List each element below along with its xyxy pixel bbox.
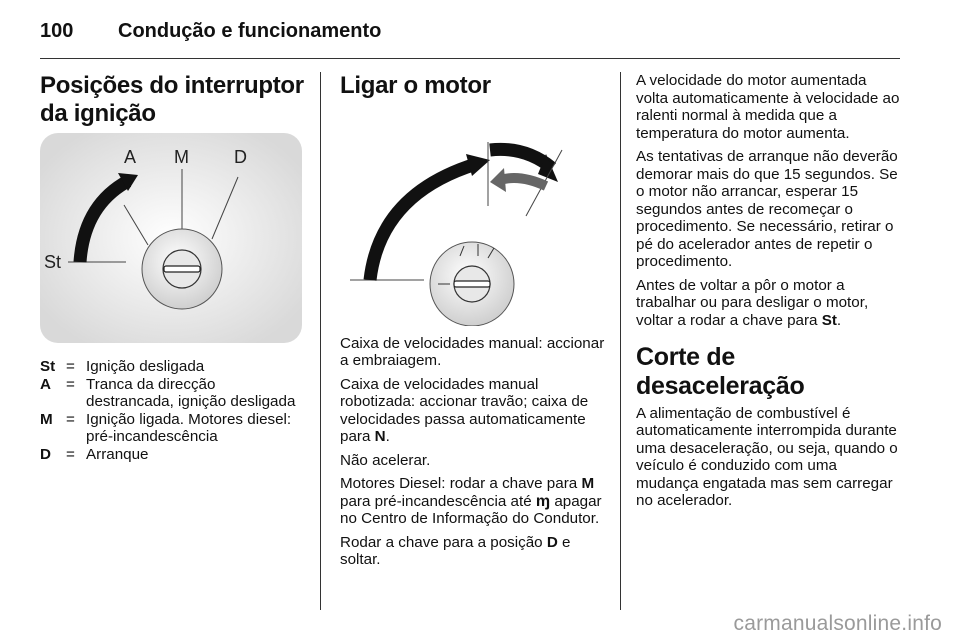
legend-row-a: A = Tranca da direcção destrancada, ignição desligada: [40, 375, 296, 411]
paragraph-manual-gearbox: Caixa de velocidades manual: accionar a embraiagem.: [340, 334, 605, 370]
watermark: carmanualsonline.info: [733, 612, 942, 635]
column-divider-1: [320, 72, 321, 610]
ignition-switch-illustration: [40, 133, 302, 343]
legend-row-st: St = Ignição desligada: [40, 358, 205, 376]
column-start-engine: [340, 72, 608, 575]
column-divider-2: [620, 72, 621, 610]
column-engine-notes: [636, 72, 902, 516]
paragraph-no-accelerate: Não acelerar.: [340, 451, 431, 469]
header-rule: [40, 58, 900, 59]
running-title: Condução e funcionamento: [118, 20, 382, 42]
preheat-coil-icon: ɱ: [535, 492, 551, 510]
section-heading-ignition: Posições do interruptor da ignição: [40, 72, 304, 127]
key-turn-illustration: [340, 106, 606, 326]
paragraph-diesel-preheat: Motores Diesel: rodar a chave para M para pré-incandescência até ɱ apagar no Centro de Informação do Condutor.: [340, 475, 602, 528]
paragraph-turn-key: Rodar a chave para a posição D e soltar.: [340, 533, 571, 569]
position-label-st: St: [44, 252, 62, 273]
paragraph-engine-speed: A velocidade do motor aumentada volta automaticamente à velocidade ao ralenti normal à medida que a temperatura do motor aumenta.: [636, 72, 900, 142]
legend-row-m: M = Ignição ligada. Motores diesel: pré-incandescência: [40, 410, 292, 446]
paragraph-restart: Antes de voltar a pôr o motor a trabalhar ou para desligar o motor, voltar a rodar a chave para St.: [636, 276, 869, 329]
section-heading-start-engine: Ligar o motor: [340, 72, 491, 99]
position-legend: [40, 358, 306, 463]
paragraph-start-attempts: As tentativas de arranque não deverão demorar mais do que 15 segundos. Se o motor não arrancar, esperar 15 segundos antes de recomeçar o procedimento. Se necessário, retirar o pé do acelerador antes de repetir o procedimento.: [636, 148, 898, 270]
ignition-figure: [40, 133, 306, 348]
page-header: [40, 20, 900, 60]
position-label-d: D: [234, 147, 247, 168]
legend-row-d: D = Arranque: [40, 445, 149, 463]
column-ignition-positions: [40, 72, 306, 463]
section-heading-fuel-cutoff: Corte de desaceleração: [636, 343, 805, 400]
position-label-m: M: [174, 147, 189, 168]
page-number: 100: [40, 20, 74, 42]
paragraph-robotized-gearbox: Caixa de velocidades manual robotizada: accionar travão; caixa de velocidades passa automaticamente para N.: [340, 375, 589, 446]
start-engine-figure: [340, 106, 608, 331]
position-label-a: A: [124, 147, 137, 168]
paragraph-fuel-cutoff: A alimentação de combustível é automaticamente interrompida durante uma desaceleração, ou seja, quando o veículo é conduzido com uma mudança engatada mas sem carregar no acelerador.: [636, 404, 898, 509]
